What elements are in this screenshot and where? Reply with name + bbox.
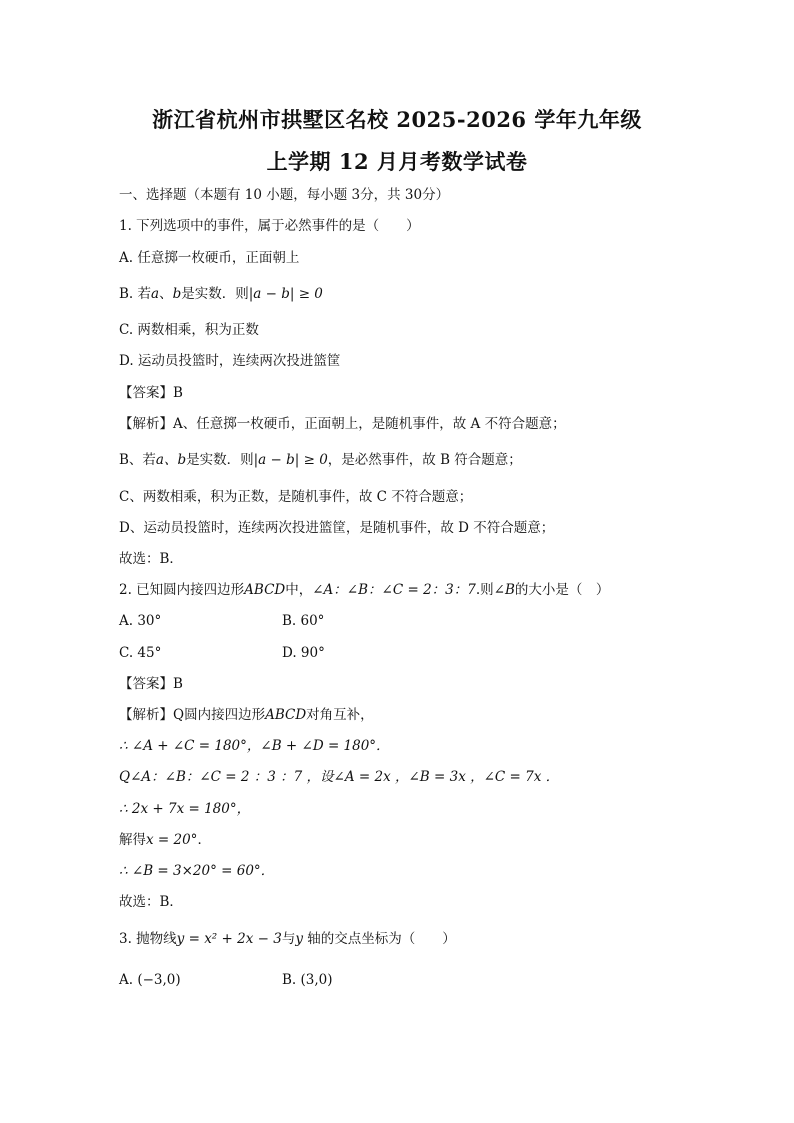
q1-analysis-3: C、两数相乘，积为正数，是随机事件，故 C 不符合题意； — [119, 489, 473, 505]
q3-stem-post: 轴的交点坐标为（ ） — [302, 931, 456, 947]
q1-analysis-2-pre: B、若 — [119, 452, 156, 468]
q3-stem — [119, 930, 456, 948]
q1-analysis-2 — [119, 451, 522, 469]
q1-answer: 【答案】B — [119, 385, 183, 401]
q2-stem-end: 的大小是（ ） — [514, 582, 610, 598]
q3-stem-y: y — [295, 931, 303, 947]
q3-option-b: B. (3,0) — [282, 972, 333, 988]
q2-analysis-1-post: 对角互补， — [306, 707, 374, 723]
q2-option-b: B. 60° — [282, 613, 325, 629]
q1-option-b-text: 是实数．则 — [181, 286, 249, 302]
q2-option-c: C. 45° — [119, 645, 162, 661]
q2-option-a: A. 30° — [119, 613, 162, 629]
q2-stem-pre: 2. 已知圆内接四边形 — [119, 582, 245, 598]
q1-analysis-1: 【解析】A、任意掷一枚硬币，正面朝上，是随机事件，故 A 不符合题意； — [119, 416, 566, 432]
q1-analysis-4: D、运动员投篮时，连续两次投进篮筐，是随机事件，故 D 不符合题意； — [119, 520, 555, 536]
q1-analysis-2-formula: |a − b| ≥ 0 — [253, 452, 328, 468]
q2-analysis-1-quad: ABCD — [265, 707, 307, 723]
q2-stem-ratio: ∠A：∠B：∠C = 2：3：7 — [312, 582, 476, 598]
q2-answer: 【答案】B — [119, 676, 183, 692]
q1-option-b-formula: |a − b| ≥ 0 — [248, 286, 323, 302]
q2-stem-angle: ∠B — [493, 582, 515, 598]
q1-option-b-label: B. 若 — [119, 286, 152, 302]
q2-analysis-2 — [119, 737, 390, 755]
q1-option-b-var-b: b — [172, 286, 182, 302]
exam-title-line1: 浙江省杭州市拱墅区名校 2025-2026 学年九年级 — [152, 107, 642, 132]
q1-option-b-var-a: a — [151, 286, 160, 302]
q2-analysis-2-formula: ∴ ∠A + ∠C = 180°，∠B + ∠D = 180°． — [119, 738, 390, 754]
q3-option-a: A. (−3,0) — [119, 972, 181, 988]
q1-stem: 1. 下列选项中的事件，属于必然事件的是（ ） — [119, 218, 420, 234]
q2-stem-mid: 中， — [285, 582, 313, 598]
q2-analysis-5-formula: x = 20° — [146, 832, 198, 848]
q1-option-b — [119, 285, 323, 303]
q2-analysis-3-formula: Q∠A：∠B：∠C = 2 ：3 ：7 ，设∠A = 2x ，∠B = 3x ，∠C = 7x ． — [119, 769, 560, 785]
q2-stem-post: .则 — [475, 582, 494, 598]
q1-option-a: A. 任意掷一枚硬币，正面朝上 — [119, 250, 300, 266]
q2-analysis-5 — [119, 831, 211, 849]
q2-analysis-5-pre: 解得 — [119, 832, 146, 848]
q3-stem-pre: 3. 抛物线 — [119, 931, 177, 947]
q1-analysis-2-post: ，是必然事件，故 B 符合题意； — [327, 452, 522, 468]
q2-analysis-6-formula: ∴ ∠B = 3×20° = 60°． — [119, 863, 275, 879]
q1-option-b-sep: 、 — [159, 286, 173, 302]
section-heading: 一、选择题（本题有 10 小题，每小题 3分，共 30分） — [119, 187, 450, 203]
q3-stem-mid: 与 — [281, 931, 296, 947]
q1-option-d: D. 运动员投篮时，连续两次投进篮筐 — [119, 353, 341, 369]
q2-analysis-4 — [119, 800, 250, 818]
q2-conclusion: 故选：B． — [119, 894, 183, 910]
q2-option-d: D. 90° — [282, 645, 325, 661]
q1-analysis-2-mid: 是实数．则 — [186, 452, 254, 468]
q1-conclusion: 故选：B． — [119, 551, 183, 567]
q2-analysis-1 — [119, 706, 374, 724]
q1-analysis-2-vars: a、b — [155, 452, 187, 468]
q3-stem-formula: y = x² + 2x − 3 — [176, 931, 282, 947]
q2-analysis-3 — [119, 768, 559, 786]
q2-analysis-1-pre: 【解析】Q圆内接四边形 — [119, 707, 266, 723]
q2-stem-quad: ABCD — [244, 582, 286, 598]
q2-analysis-5-post: ． — [197, 832, 211, 848]
q2-analysis-6 — [119, 862, 274, 880]
q1-option-c: C. 两数相乘，积为正数 — [119, 322, 259, 338]
q2-analysis-4-formula: ∴ 2x + 7x = 180°， — [119, 801, 251, 817]
q2-stem — [119, 581, 609, 599]
exam-title-line2: 上学期 12 月月考数学试卷 — [266, 149, 528, 174]
